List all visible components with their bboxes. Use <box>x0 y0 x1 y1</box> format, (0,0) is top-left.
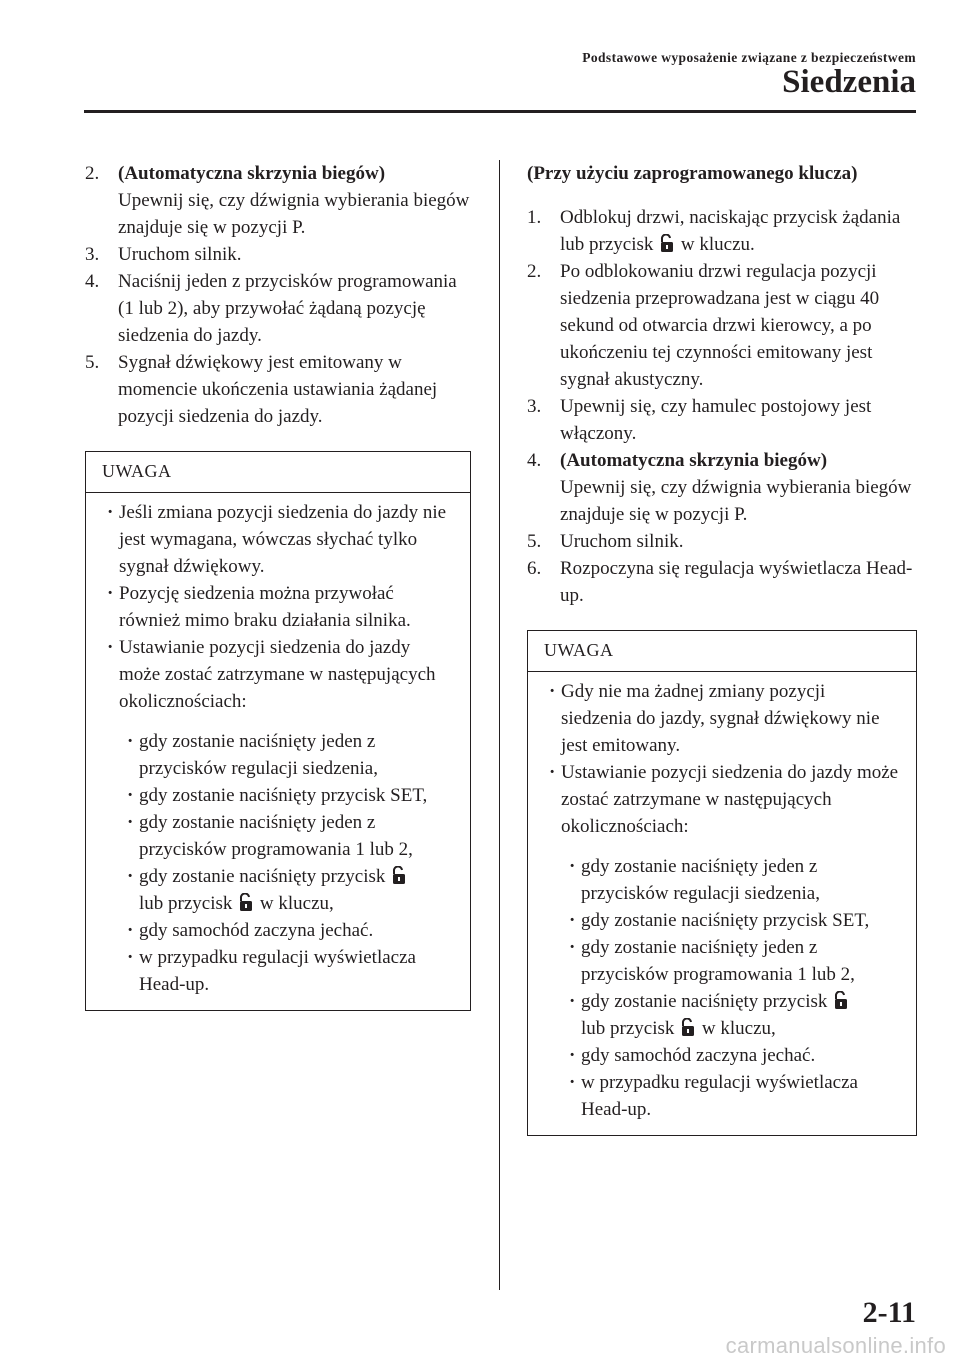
note-subbullet: · gdy zostanie naciśnięty przycisk SET, <box>564 907 900 934</box>
note-subbullet <box>122 863 454 917</box>
note-bullet: · Ustawianie pozycji siedzenia do jazdy może zostać zatrzymane w następujących okolicznościach: <box>544 759 900 840</box>
step-3 <box>527 393 917 447</box>
step-number: 4. <box>527 450 542 471</box>
step-text: Uruchom silnik. <box>560 531 684 552</box>
unlock-icon <box>834 991 848 1010</box>
note-subbullet: · gdy zostanie naciśnięty jeden z przycisków programowania 1 lub 2, <box>564 934 900 988</box>
step-4 <box>85 268 471 349</box>
unlock-icon <box>681 1018 695 1037</box>
step-number: 6. <box>527 558 542 579</box>
header-rule <box>84 110 916 113</box>
note-bullet: · Ustawianie pozycji siedzenia do jazdy może zostać zatrzymane w następujących okolicznościach: <box>102 634 454 715</box>
left-column <box>85 160 471 1011</box>
note-subbullet: · gdy zostanie naciśnięty jeden z przycisków programowania 1 lub 2, <box>122 809 454 863</box>
step-number: 2. <box>527 261 542 282</box>
note-bullet: · Pozycję siedzenia można przywołać również mimo braku działania silnika. <box>102 580 454 634</box>
watermark: carmanualsonline.info <box>725 1333 946 1358</box>
step-condition: (Automatyczna skrzynia biegów) <box>118 163 386 184</box>
step-number: 3. <box>527 396 542 417</box>
step-3 <box>85 241 471 268</box>
step-2 <box>527 258 917 393</box>
note-subbullet: · gdy zostanie naciśnięty jeden z przycisków regulacji siedzenia, <box>564 853 900 907</box>
step-text: Upewnij się, czy dźwignia wybierania biegów znajduje się w pozycji P. <box>560 477 912 525</box>
note-subbullet: · w przypadku regulacji wyświetlacza Head-up. <box>564 1069 900 1123</box>
step-text: w kluczu. <box>680 234 755 255</box>
section-heading: (Przy użyciu zaprogramowanego klucza) <box>527 163 858 184</box>
note-bullet: · Gdy nie ma żadnej zmiany pozycji siedzenia do jazdy, sygnał dźwiękowy nie jest emitowany. <box>544 678 900 759</box>
step-text: Uruchom silnik. <box>118 244 242 265</box>
step-text: Sygnał dźwiękowy jest emitowany w momencie ukończenia ustawiania żądanej pozycji siedzenia do jazdy. <box>118 352 438 427</box>
subbullet-text: lub przycisk <box>581 1018 675 1039</box>
step-text: Upewnij się, czy hamulec postojowy jest włączony. <box>560 396 872 444</box>
step-number: 2. <box>85 163 100 184</box>
subbullet-text: gdy zostanie naciśnięty przycisk <box>139 866 386 887</box>
step-number: 3. <box>85 244 100 265</box>
subbullet-text: gdy zostanie naciśnięty przycisk <box>581 991 828 1012</box>
step-number: 5. <box>527 531 542 552</box>
note-title: UWAGA <box>86 452 470 493</box>
unlock-icon <box>660 234 674 253</box>
note-subbullet: · gdy samochód zaczyna jechać. <box>564 1042 900 1069</box>
note-sublist <box>122 728 454 998</box>
note-subbullet: · gdy samochód zaczyna jechać. <box>122 917 454 944</box>
note-box <box>527 630 917 1136</box>
note-body <box>86 493 470 1010</box>
note-subbullet: · w przypadku regulacji wyświetlacza Head-up. <box>122 944 454 998</box>
step-number: 4. <box>85 271 100 292</box>
note-subbullet: · gdy zostanie naciśnięty przycisk SET, <box>122 782 454 809</box>
step-text: Rozpoczyna się regulacja wyświetlacza Head-up. <box>560 558 913 606</box>
right-column <box>527 160 917 1136</box>
header-subtitle: Podstawowe wyposażenie związane z bezpieczeństwem <box>582 50 916 65</box>
page-number: 2-11 <box>862 1296 916 1329</box>
note-subbullet <box>564 988 900 1042</box>
unlock-icon <box>392 866 406 885</box>
note-sublist <box>564 853 900 1123</box>
subbullet-text: w kluczu, <box>701 1018 776 1039</box>
page-title: Siedzenia <box>782 64 916 100</box>
note-box <box>85 451 471 1011</box>
subbullet-text: lub przycisk <box>139 893 233 914</box>
note-body <box>528 672 916 1135</box>
step-1 <box>527 204 917 258</box>
note-bullet: · Jeśli zmiana pozycji siedzenia do jazdy nie jest wymagana, wówczas słychać tylko sygnał dźwiękowy. <box>102 499 454 580</box>
step-6 <box>527 555 917 609</box>
note-title: UWAGA <box>528 631 916 672</box>
step-text: Naciśnij jeden z przycisków programowania (1 lub 2), aby przywołać żądaną pozycję siedzenia do jazdy. <box>118 271 457 346</box>
step-condition: (Automatyczna skrzynia biegów) <box>560 450 828 471</box>
step-text: Po odblokowaniu drzwi regulacja pozycji siedzenia przeprowadzana jest w ciągu 40 sekund od otwarcia drzwi kierowcy, a po ukończeniu tej czynności emitowany jest sygnał akustyczny. <box>560 261 880 390</box>
step-text: Upewnij się, czy dźwignia wybierania biegów znajduje się w pozycji P. <box>118 190 470 238</box>
step-text: Odblokuj drzwi, naciskając przycisk żądania lub przycisk <box>560 207 901 255</box>
subbullet-text: w kluczu, <box>259 893 334 914</box>
step-5 <box>527 528 917 555</box>
step-5 <box>85 349 471 430</box>
step-number: 5. <box>85 352 100 373</box>
step-2 <box>85 160 471 241</box>
note-subbullet: · gdy zostanie naciśnięty jeden z przycisków regulacji siedzenia, <box>122 728 454 782</box>
column-divider <box>499 160 500 1290</box>
step-number: 1. <box>527 207 542 228</box>
step-4 <box>527 447 917 528</box>
unlock-icon <box>239 893 253 912</box>
